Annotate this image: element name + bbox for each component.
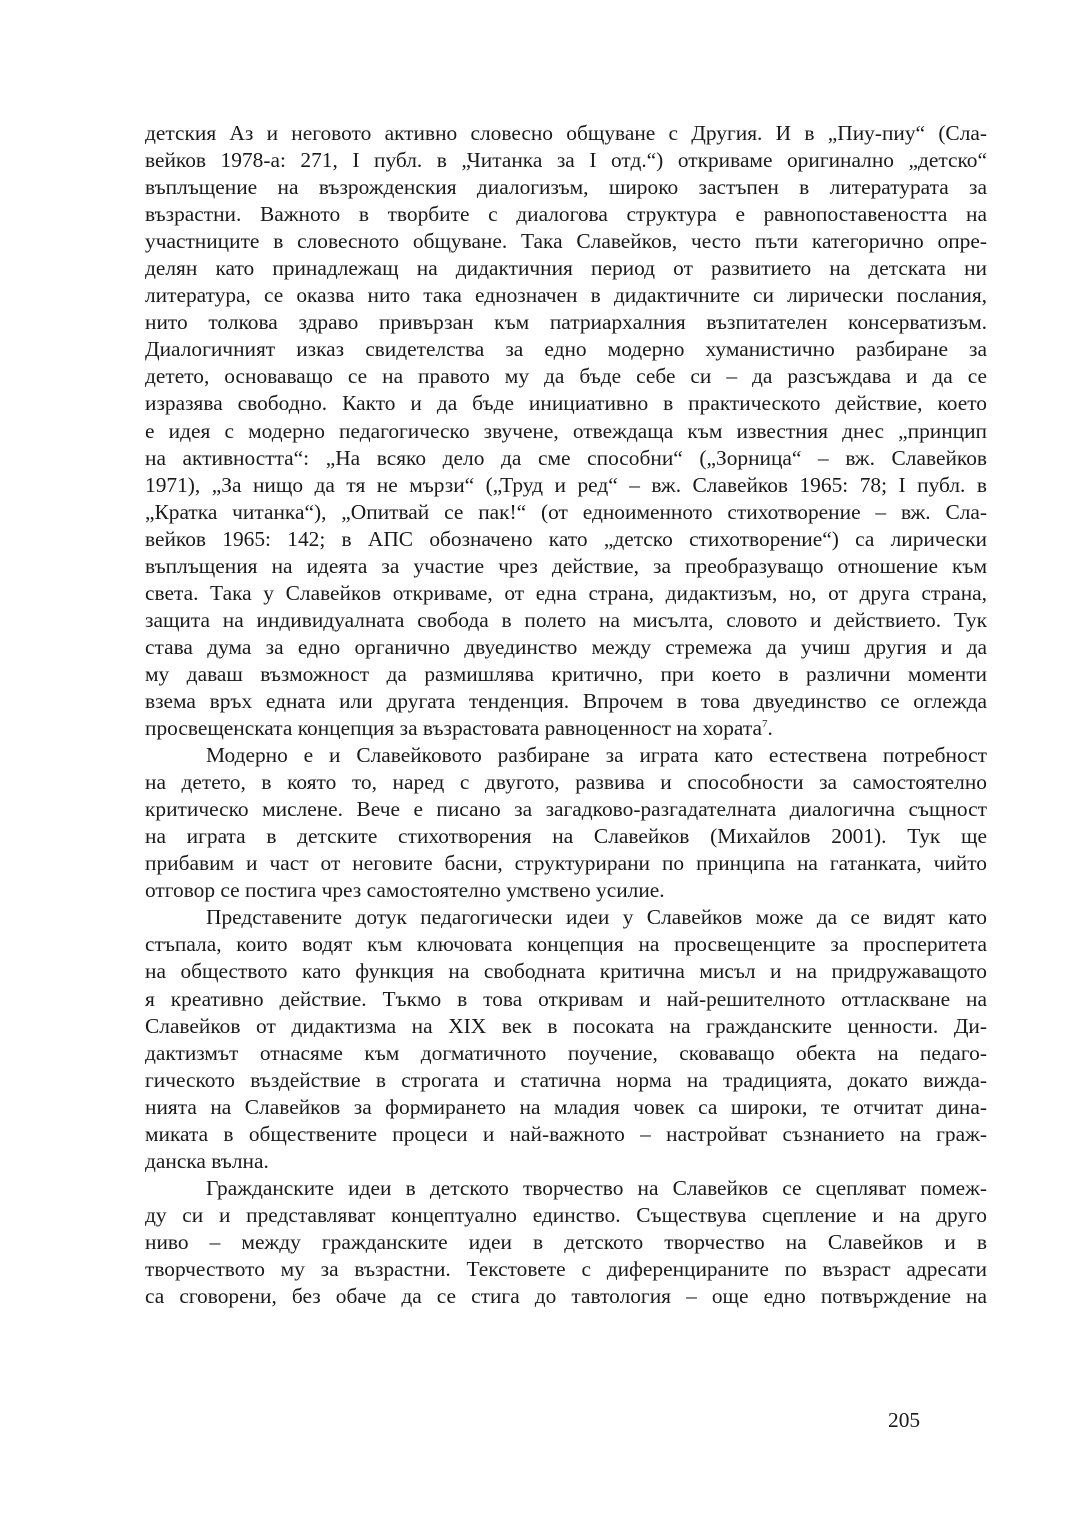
text-line: Модерно е и Славейковото разбиране за играта като естествена потребност xyxy=(206,743,987,768)
text-line: прибавим и част от неговите басни, структурирани по принципа на гатанката, чийто xyxy=(145,851,987,876)
text-line: отговор се постига чрез самостоятелно умствено усилие. xyxy=(145,878,665,903)
text-line: данска вълна. xyxy=(145,1148,269,1173)
text-line: детето, основаващо се на правото му да бъде себе си – да разсъждава и да се xyxy=(145,364,987,389)
text-line: става дума за едно органично двуединство между стремежа да учиш другия и да xyxy=(145,634,987,659)
text-line: творчеството му за възрастни. Текстовете с диференцираните по възраст адресати xyxy=(145,1256,987,1281)
text-line: детския Аз и неговото активно словесно общуване с Другия. И в „Пиу-пиу“ (Сла- xyxy=(145,121,987,145)
text-line: ниво – между гражданските идеи в детското творчество на Славейков и в xyxy=(145,1229,987,1254)
body-text xyxy=(145,120,987,1310)
footnote-marker[interactable]: 7 xyxy=(761,717,768,730)
text-line: „Кратка читанка“), „Опитвай се пак!“ (от едноименното стихотворение – вж. Сла- xyxy=(145,499,987,524)
text-line: на играта в детските стихотворения на Славейков (Михайлов 2001). Тук ще xyxy=(145,824,987,849)
text-line: ду си и представляват концептуално единство. Съществува сцепление и на друго xyxy=(145,1202,987,1227)
text-line: стъпала, които водят към ключовата концепция на просвещенците за просперитета xyxy=(145,932,987,957)
text-line: Славейков от дидактизма на XIX век в посоката на гражданските ценности. Ди- xyxy=(145,1013,987,1038)
text-line: я креативно действие. Тъкмо в това откривам и най-решителното оттласкване на xyxy=(145,986,987,1011)
text-line: нито толкова здраво привързан към патриархалния възпитателен консерватизъм. xyxy=(145,310,987,335)
paragraph xyxy=(145,1175,987,1310)
text-line: е идея с модерно педагогическо звучене, отвеждаща към известния днес „принцип xyxy=(145,418,987,443)
text-line: на обществото като функция на свободната критична мисъл и на придружаващото xyxy=(145,959,987,984)
text-line: взема връх едната или другата тенденция. Впрочем в това двуединство се оглежда xyxy=(145,688,987,713)
text-line: вейков 1965: 142; в АПС обозначено като „детско стихотворение“) са лирически xyxy=(145,526,987,551)
text-line: Представените дотук педагогически идеи у Славейков може да се видят като xyxy=(206,905,987,930)
text-line: света. Така у Славейков откриваме, от една страна, дидактизъм, но, от друга страна, xyxy=(145,580,987,605)
text-line: защита на индивидуалната свобода в полето на мисълта, словото и действието. Тук xyxy=(145,607,987,632)
text-line: просвещенската концепция за възрастовата равноценност на хората$^7$. xyxy=(145,716,773,741)
text-line: му даваш възможност да размишлява критично, при което в различни моменти xyxy=(145,661,987,686)
text-line: критическо мислене. Вече е писано за загадково-разгадателната диалогична същност xyxy=(145,797,987,822)
text-line: на детето, в която то, наред с двугото, развива и способности за самостоятелно xyxy=(145,770,987,795)
text-line: гическото въздействие в строгата и статична норма на традицията, докато вижда- xyxy=(145,1067,987,1092)
page-number: 205 xyxy=(888,1408,921,1432)
text-line: възрастни. Важното в творбите с диалогова структура е равнопоставеността на xyxy=(145,202,987,227)
text-line: Гражданските идеи в детското творчество на Славейков се сцепляват помеж- xyxy=(206,1175,987,1200)
text-line: Диалогичният изказ свидетелства за едно модерно хуманистично разбиране за xyxy=(145,337,987,362)
text-line: литература, се оказва нито така еднозначен в дидактичните си лирически послания, xyxy=(145,283,987,308)
text-line: въплъщения на идеята за участие чрез действие, за преобразуващо отношение към xyxy=(145,553,987,578)
paragraph xyxy=(145,742,987,904)
text-line: делян като принадлежащ на дидактичния период от развитието на детската ни xyxy=(145,256,987,281)
text-line: 1971), „За нищо да тя не мързи“ („Труд и ред“ – вж. Славейков 1965: 78; I публ. в xyxy=(145,472,987,497)
text-line: въплъщение на възрожденския диалогизъм, широко застъпен в литературата за xyxy=(145,175,987,200)
text-line: изразява свободно. Както и да бъде инициативно в практическото действие, което xyxy=(145,391,987,416)
paragraph xyxy=(145,120,987,742)
paragraph xyxy=(145,904,987,1174)
text-line: вейков 1978-а: 271, I публ. в „Читанка за I отд.“) откриваме оригинално „детско“ xyxy=(145,148,987,173)
text-line: са сговорени, без обаче да се стига до тавтология – още едно потвърждение на xyxy=(145,1284,987,1309)
text-line: на активността“: „На всяко дело да сме способни“ („Зорница“ – вж. Славейков xyxy=(145,445,987,470)
text-line: нията на Славейков за формирането на младия човек са широки, те отчитат дина- xyxy=(145,1094,987,1119)
text-line: миката в обществените процеси и най-важното – настройват съзнанието на граж- xyxy=(145,1121,987,1146)
text-line: участниците в словесното общуване. Така Славейков, често пъти категорично опре- xyxy=(145,229,987,254)
sentence-end: . xyxy=(767,716,773,741)
text-line: дактизмът отнасяме към догматичното поучение, сковаващо обекта на педаго- xyxy=(145,1040,987,1065)
